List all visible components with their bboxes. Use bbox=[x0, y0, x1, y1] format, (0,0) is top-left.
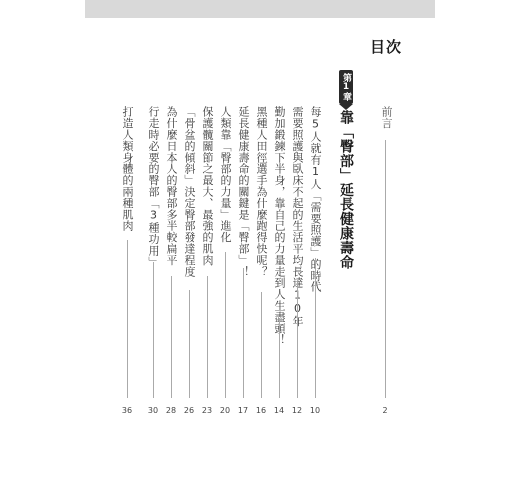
entry-leader bbox=[153, 262, 154, 398]
toc-entry[interactable]: 黑種人田徑選手為什麼跑得快呢？ bbox=[255, 106, 268, 277]
entry-leader bbox=[225, 252, 226, 398]
entry-page: 16 bbox=[255, 406, 267, 415]
toc-entry[interactable]: 保護髖關節之最大、最強的肌肉 bbox=[201, 106, 214, 266]
entry-page: 14 bbox=[273, 406, 285, 415]
entry-page: 23 bbox=[201, 406, 213, 415]
toc-entry[interactable]: 每5人就有1人「需要照護」的時代 bbox=[309, 106, 322, 293]
preface-label[interactable]: 前言 bbox=[380, 106, 393, 129]
entry-leader bbox=[207, 276, 208, 398]
toc-entry[interactable]: 需要照護與臥床不起的生活平均長達10年 bbox=[291, 106, 304, 327]
entry-page: 12 bbox=[291, 406, 303, 415]
toc-entry[interactable]: 為什麼日本人的臀部多半較扁平 bbox=[165, 106, 178, 266]
entry-page: 17 bbox=[237, 406, 249, 415]
preface-page: 2 bbox=[382, 406, 388, 415]
entry-page: 30 bbox=[147, 406, 159, 415]
toc-entry[interactable]: 打造人類身體的兩種肌肉 bbox=[121, 106, 134, 232]
toc-entry[interactable]: 行走時必要的臀部「3種功用」 bbox=[147, 106, 160, 268]
toc-entry[interactable]: 延長健康壽命的關鍵是「臀部」！ bbox=[237, 106, 250, 277]
entry-page: 28 bbox=[165, 406, 177, 415]
toc-entry[interactable]: 勤加鍛鍊下半身，靠自己的力量走到人生盡頭！ bbox=[273, 106, 286, 346]
toc-title: 目次 bbox=[370, 38, 403, 56]
entry-page: 36 bbox=[121, 406, 133, 415]
entry-leader bbox=[189, 290, 190, 398]
entry-leader bbox=[261, 292, 262, 398]
entry-leader bbox=[279, 318, 280, 398]
top-gray-bar bbox=[85, 0, 435, 18]
chapter-badge: 第1章 bbox=[339, 70, 353, 104]
entry-page: 10 bbox=[309, 406, 321, 415]
entry-page: 20 bbox=[219, 406, 231, 415]
preface-leader bbox=[385, 140, 386, 398]
toc-entry[interactable]: 「骨盆的傾斜」決定臀部發達程度 bbox=[183, 106, 196, 277]
toc-entry[interactable]: 人類靠「臀部的力量」進化 bbox=[219, 106, 232, 243]
chapter-title[interactable]: 靠「臀部」延長健康壽命 bbox=[338, 110, 354, 270]
entry-leader bbox=[243, 268, 244, 398]
entry-leader bbox=[315, 258, 316, 398]
entry-leader bbox=[297, 282, 298, 398]
entry-leader bbox=[127, 240, 128, 398]
entry-leader bbox=[171, 276, 172, 398]
entry-page: 26 bbox=[183, 406, 195, 415]
